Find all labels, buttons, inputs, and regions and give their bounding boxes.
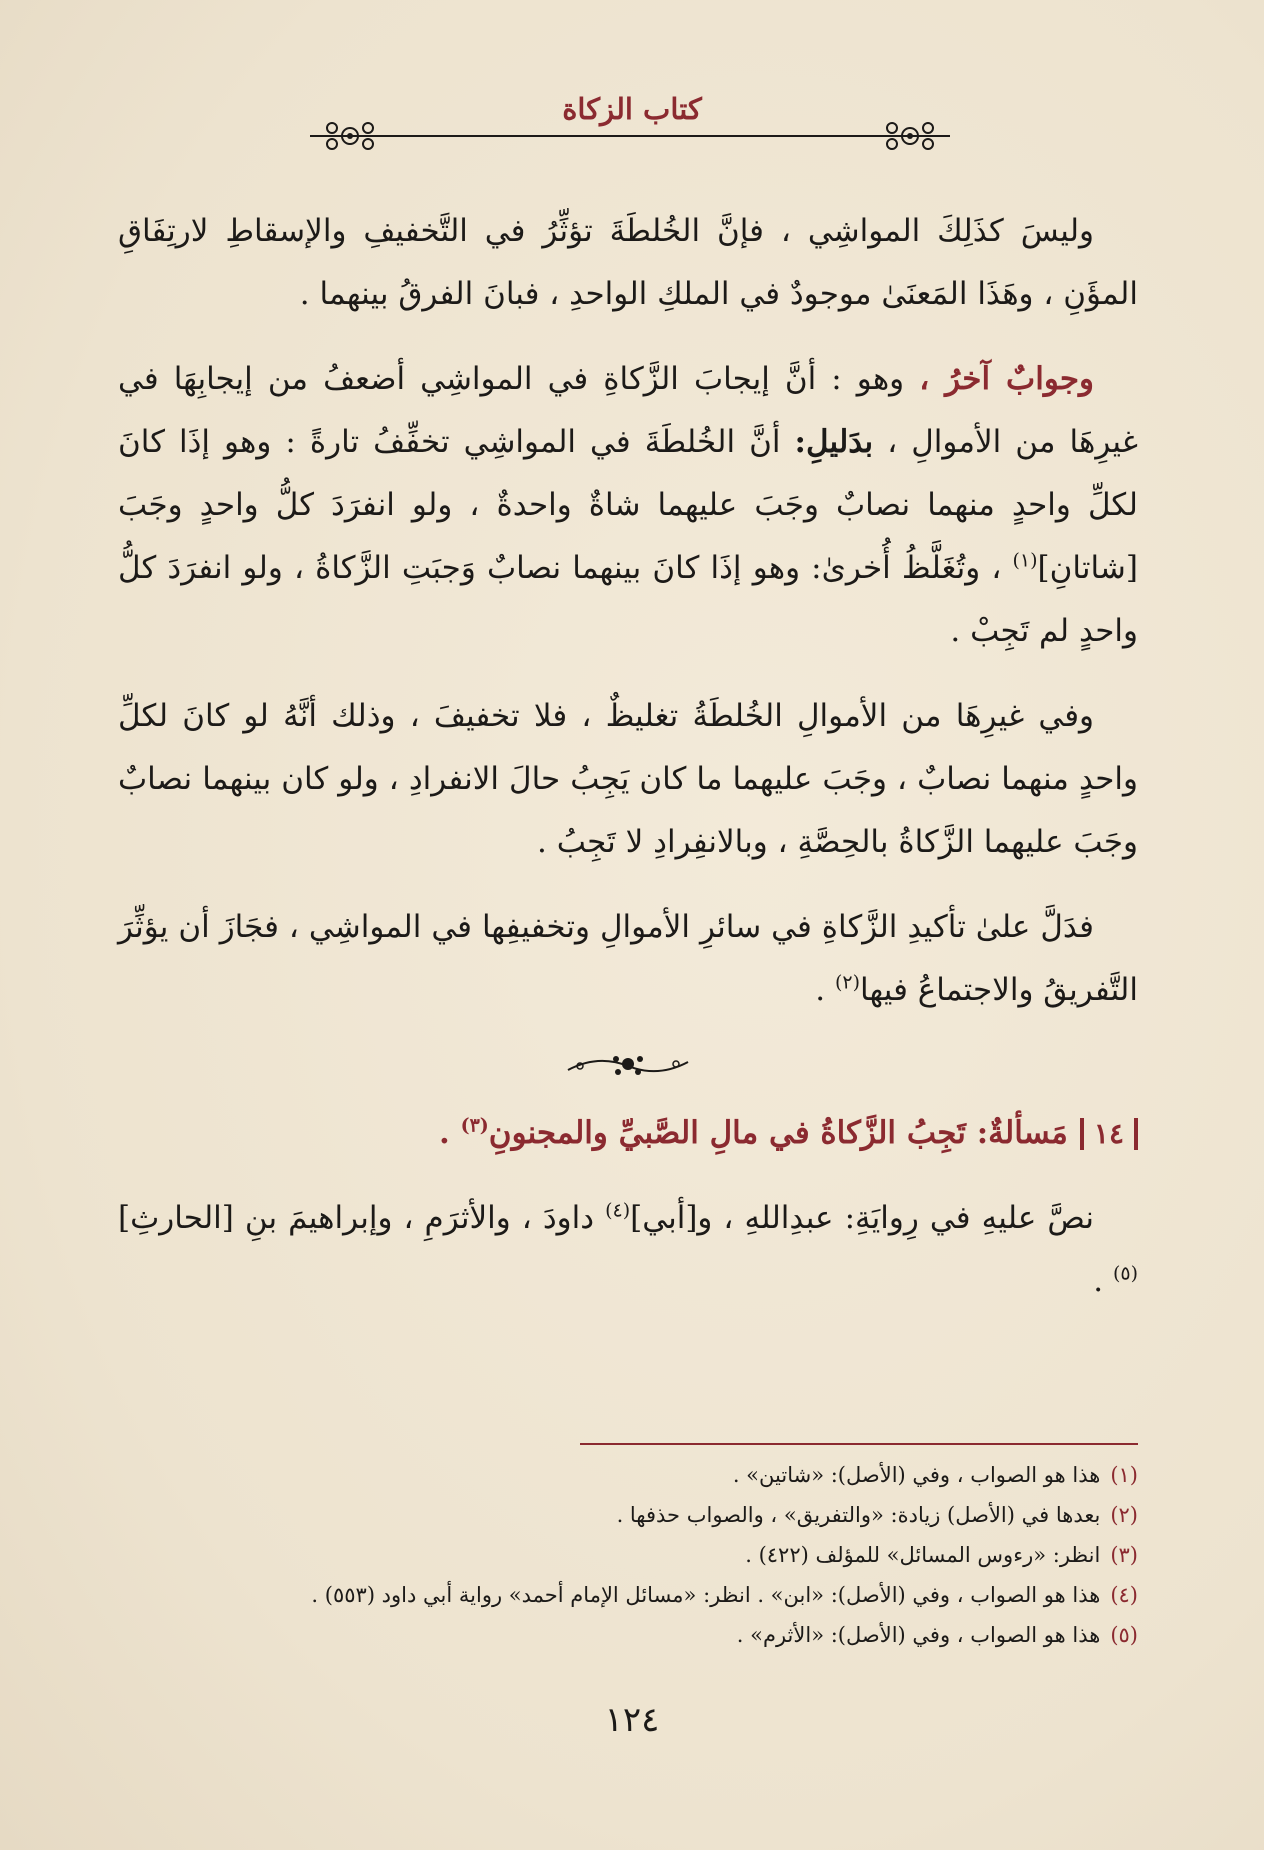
paragraph-5-end: . [1093, 1263, 1113, 1299]
footnote-ref-1[interactable]: (١) [1012, 549, 1038, 572]
paragraph-2 [118, 348, 1138, 663]
footnote-ref-4[interactable]: (٤) [605, 1199, 631, 1222]
footnote-ref-2[interactable]: (٢) [834, 971, 861, 994]
lead-phrase: وجوابٌ آخرُ ، [919, 361, 1094, 397]
masala-heading [118, 1102, 1138, 1165]
footnote-1 [118, 1455, 1138, 1495]
footnote-number: (٤) [1110, 1583, 1138, 1607]
footnote-number: (٣) [1110, 1543, 1138, 1567]
paragraph-3: وفي غيرِهَا من الأموالِ الخُلطَةُ تغليظٌ ، فلا تخفيفَ ، وذلك أنَّهُ لو كانَ لكلِّ واحدٍ منهما نصابٌ ، وجَبَ عليهما ما كان يَجِبُ حالَ الانفرادِ ، ولو كان بينهما نصابٌ وجَبَ عليهما الزَّكاةُ بالحِصَّةِ ، وبالانفِرادِ لا تَجِبُ . [118, 698, 1138, 860]
paragraph-2-part-c: ، وتُغَلَّظُ أُخرىٰ: وهو إذَا كانَ بينهما نصابٌ وَجبَتِ الزَّكاةُ ، ولو انفرَدَ كلُّ واحدٍ لم تَجِبْ . [118, 550, 1138, 649]
footnote-text: هذا هو الصواب ، وفي (الأصل): «ابن» . انظر: «مسائل الإمام أحمد» رواية أبي داود (٥٥٣) . [311, 1583, 1101, 1607]
paragraph-4-end: . [815, 972, 835, 1008]
footnote-5 [118, 1615, 1138, 1655]
footnote-text: هذا هو الصواب ، وفي (الأصل): «شاتين» . [732, 1463, 1101, 1487]
footnote-number: (١) [1110, 1463, 1138, 1487]
paragraph-1: وليسَ كذَلِكَ المواشِي ، فإنَّ الخُلطَةَ تؤثِّرُ في التَّخفيفِ والإسقاطِ لارتِفَاقِ المؤَنِ ، وهَذَا المَعنَىٰ موجودٌ في الملكِ الواحدِ ، فبانَ الفرقُ بينهما . [118, 213, 1138, 312]
paragraph-2-part-a: وهو : أنَّ إيجابَ الزَّكاةِ في المواشِي أضعفُ من إيجابِهَا في غيرِهَا من الأموالِ ، [118, 361, 1138, 460]
masala-number: ١٤ [1080, 1118, 1138, 1150]
footnote-number: (٢) [1110, 1503, 1138, 1527]
footnote-ref-5[interactable]: (٥) [1112, 1262, 1138, 1285]
masala-end: . [438, 1115, 461, 1151]
paragraph-5-part-b: داودَ ، والأثرَمِ ، وإبراهيمَ بنِ [الحارثِ] [118, 1200, 606, 1236]
floral-divider-icon [558, 1044, 698, 1084]
footnote-number: (٥) [1110, 1623, 1138, 1647]
paragraph-4 [118, 896, 1138, 1022]
footnote-separator [580, 1443, 1138, 1445]
footnote-4 [118, 1575, 1138, 1615]
paragraph-4-text: فدَلَّ علىٰ تأكيدِ الزَّكاةِ في سائرِ الأموالِ وتخفيفِها في المواشِي ، فجَازَ أن يؤثِّرَ التَّفريقُ والاجتماعُ فيها [118, 909, 1138, 1008]
evidence-word: بدَليلِ: [794, 424, 874, 460]
footnote-ref-3[interactable]: (٣) [460, 1114, 489, 1137]
page-number: ١٢٤ [604, 1700, 660, 1740]
footnote-text: هذا هو الصواب ، وفي (الأصل): «الأثرم» . [736, 1623, 1101, 1647]
header-ornament-icon [310, 112, 950, 160]
paragraph-5-part-a: نصَّ عليهِ في رِوايَةِ: عبدِاللهِ ، و[أبي] [630, 1200, 1094, 1236]
paragraph-2-part-b: أنَّ الخُلطَةَ في المواشِي تخفِّفُ تارةً : وهو إذَا كانَ لكلِّ واحدٍ منهما نصابٌ وجَبَ عليهما شاةٌ واحدةٌ ، ولو انفرَدَ كلُّ واحدٍ وجَبَ [شاتانِ] [118, 424, 1138, 586]
paragraph-5 [118, 1187, 1138, 1313]
footnotes-section [118, 1455, 1138, 1655]
main-text [118, 200, 1138, 1335]
footnote-2 [118, 1495, 1138, 1535]
masala-title: مَسألةٌ: تَجِبُ الزَّكاةُ في مالِ الصَّبيِّ والمجنونِ [488, 1115, 1068, 1151]
footnote-text: انظر: «رءوس المسائل» للمؤلف (٤٢٢) . [745, 1543, 1101, 1567]
footnote-text: بعدها في (الأصل) زيادة: «والتفريق» ، والصواب حذفها . [616, 1503, 1101, 1527]
running-header-title: كتاب الزكاة [562, 92, 702, 126]
footnote-3 [118, 1535, 1138, 1575]
